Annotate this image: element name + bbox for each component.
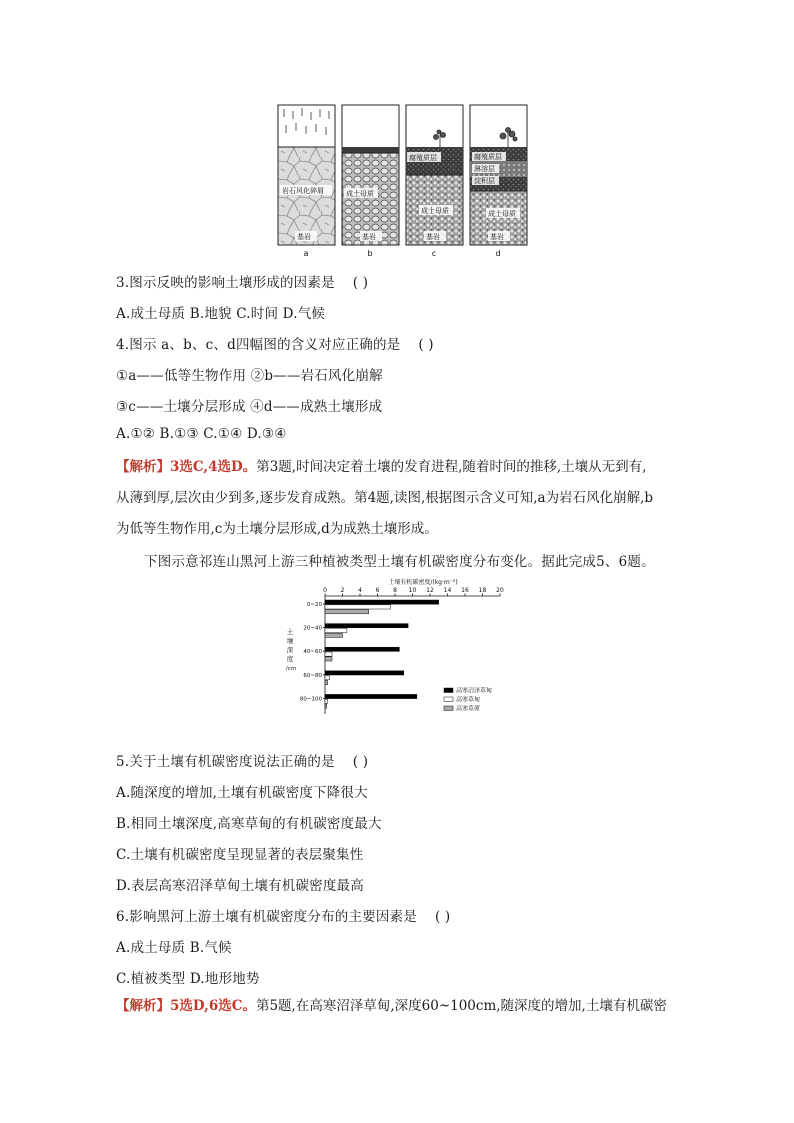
x-tick-label: 4 <box>358 587 362 594</box>
label-d-parent-material: 成土母质 <box>488 210 516 218</box>
bar-1-4 <box>325 671 404 675</box>
label-d-bedrock: 基岩 <box>490 233 504 241</box>
y-tick-label: 20~40 <box>303 625 322 632</box>
legend-label-2: 高寒草甸 <box>456 696 481 704</box>
legend-swatch-1 <box>444 688 453 693</box>
analysis-q5-q6-tag: 【解析】5选D,6选C。 <box>116 998 256 1014</box>
label-b-bedrock: 基岩 <box>362 233 376 241</box>
bar-2-4 <box>325 676 329 680</box>
y-axis-label-char-4: 度 <box>286 655 294 663</box>
bar-3-3 <box>325 657 332 661</box>
bar-1-2 <box>325 624 408 628</box>
soil-formation-figure <box>272 103 534 259</box>
label-c-humus: 腐殖质层 <box>409 154 437 162</box>
bar-2-5 <box>325 699 328 703</box>
y-axis-label-char-2: 壤 <box>286 637 294 645</box>
bar-2-2 <box>325 628 347 632</box>
label-a-weathered-debris: 岩石风化碎屑 <box>282 187 324 195</box>
label-c-bedrock: 基岩 <box>426 233 440 241</box>
bar-3-5 <box>325 704 327 708</box>
legend-label-3: 高寒草原 <box>456 705 481 713</box>
analysis-q5-q6: 【解析】5选D,6选C。第5题,在高寒沼泽草甸,深度60~100cm,随深度的增加,土壤有机碳密 <box>116 998 667 1014</box>
label-b-parent-material: 成土母质 <box>346 190 374 198</box>
x-tick-label: 6 <box>375 587 380 594</box>
bar-1-3 <box>325 647 399 651</box>
x-tick-label: 8 <box>393 587 397 594</box>
intro-q5-q6: 下图示意祁连山黑河上游三种植被类型土壤有机碳密度分布变化。据此完成5、6题。 <box>144 554 655 570</box>
x-tick-label: 0 <box>323 587 327 594</box>
label-d-illuvial: 淀积层 <box>474 177 495 185</box>
x-tick-label: 10 <box>408 587 417 594</box>
panel-letter-a: a <box>303 249 309 258</box>
analysis-q3-q4: 【解析】3选C,4选D。第3题,时间决定着土壤的发育进程,随着时间的推移,土壤从无到有, 从薄到厚,层次由少到多,逐步发育成熟。第4题,读图,根据图示含义可知,a为岩石风化崩解,b 为低等生物作用,c为土壤分层形成,d为成熟土壤形成。 <box>116 459 654 537</box>
q5-option-d: D.表层高寒沼泽草甸土壤有机碳密度最高 <box>116 878 364 894</box>
panel-letter-b: b <box>367 249 373 258</box>
bar-3-1 <box>325 610 369 614</box>
q4-stem: 4.图示 a、b、c、d四幅图的含义对应正确的是 ( ) <box>116 337 434 353</box>
q4-statement-line-2: ③c——土壤分层形成 ④d——成熟土壤形成 <box>116 399 383 415</box>
q6-stem: 6.影响黑河上游土壤有机碳密度分布的主要因素是 ( ) <box>116 909 451 925</box>
label-a-bedrock: 基岩 <box>297 233 311 241</box>
q4-answer-blank: ( ) <box>418 337 434 353</box>
soil-panel-c <box>406 105 463 245</box>
legend-label-1: 高寒沼泽草甸 <box>456 687 493 695</box>
x-tick-label: 16 <box>461 587 469 594</box>
legend-swatch-3 <box>444 706 453 711</box>
q5-option-a: A.随深度的增加,土壤有机碳密度下降很大 <box>116 785 368 801</box>
y-tick-label: 60~80 <box>303 672 322 679</box>
label-c-parent-material: 成土母质 <box>421 207 449 215</box>
bar-3-4 <box>325 680 328 684</box>
x-tick-label: 2 <box>340 587 345 594</box>
q6-options-row-2: C.植被类型 D.地形地势 <box>116 971 260 987</box>
q6-options-row-1: A.成土母质 B.气候 <box>116 940 232 956</box>
bar-2-1 <box>325 605 391 609</box>
bar-1-1 <box>325 600 439 604</box>
soil-carbon-density-chart <box>278 576 528 726</box>
y-axis-label-char-3: 深 <box>286 646 294 654</box>
soil-panel-d <box>470 105 527 245</box>
y-tick-label: 0~20 <box>306 602 322 608</box>
panel-letter-c: c <box>431 249 437 258</box>
q3-options: A.成土母质 B.地貌 C.时间 D.气候 <box>116 306 326 322</box>
q4-options: A.①② B.①③ C.①④ D.③④ <box>116 426 287 442</box>
legend-swatch-2 <box>444 697 453 702</box>
q5-option-c: C.土壤有机碳密度呈现显著的表层聚集性 <box>116 847 364 863</box>
soil-panel-a <box>278 105 335 245</box>
bar-1-5 <box>325 694 417 698</box>
x-tick-label: 12 <box>426 587 434 594</box>
label-d-eluvial: 淋溶层 <box>474 165 495 173</box>
bar-2-3 <box>325 652 332 656</box>
q5-stem: 5.关于土壤有机碳密度说法正确的是 ( ) <box>116 754 369 770</box>
q3-answer-blank: ( ) <box>352 275 369 291</box>
analysis-q3-q4-tag: 【解析】3选C,4选D。 <box>116 459 257 475</box>
y-axis-label-char-1: 土 <box>286 628 294 636</box>
soil-panel-b <box>342 105 399 245</box>
y-axis-label-unit: /cm <box>285 666 297 672</box>
chart-title: 土壤有机碳密度/(kg·m⁻²) <box>388 579 458 586</box>
q5-option-b: B.相同土壤深度,高寒草甸的有机碳密度最大 <box>116 816 382 832</box>
label-d-humus: 腐殖质层 <box>474 153 502 161</box>
q4-statement-line-1: ①a——低等生物作用 ②b——岩石风化崩解 <box>116 368 383 384</box>
y-tick-label: 40~60 <box>303 649 322 656</box>
x-tick-label: 18 <box>478 587 487 594</box>
q3-stem: 3.图示反映的影响土壤形成的因素是 ( ) <box>116 275 369 291</box>
q6-answer-blank: ( ) <box>434 909 451 925</box>
q5-answer-blank: ( ) <box>352 754 369 770</box>
y-tick-label: 80~100 <box>299 696 322 703</box>
x-tick-label: 20 <box>496 587 504 594</box>
bar-3-2 <box>325 633 343 637</box>
panel-letter-d: d <box>495 249 501 258</box>
x-tick-label: 14 <box>443 587 452 594</box>
